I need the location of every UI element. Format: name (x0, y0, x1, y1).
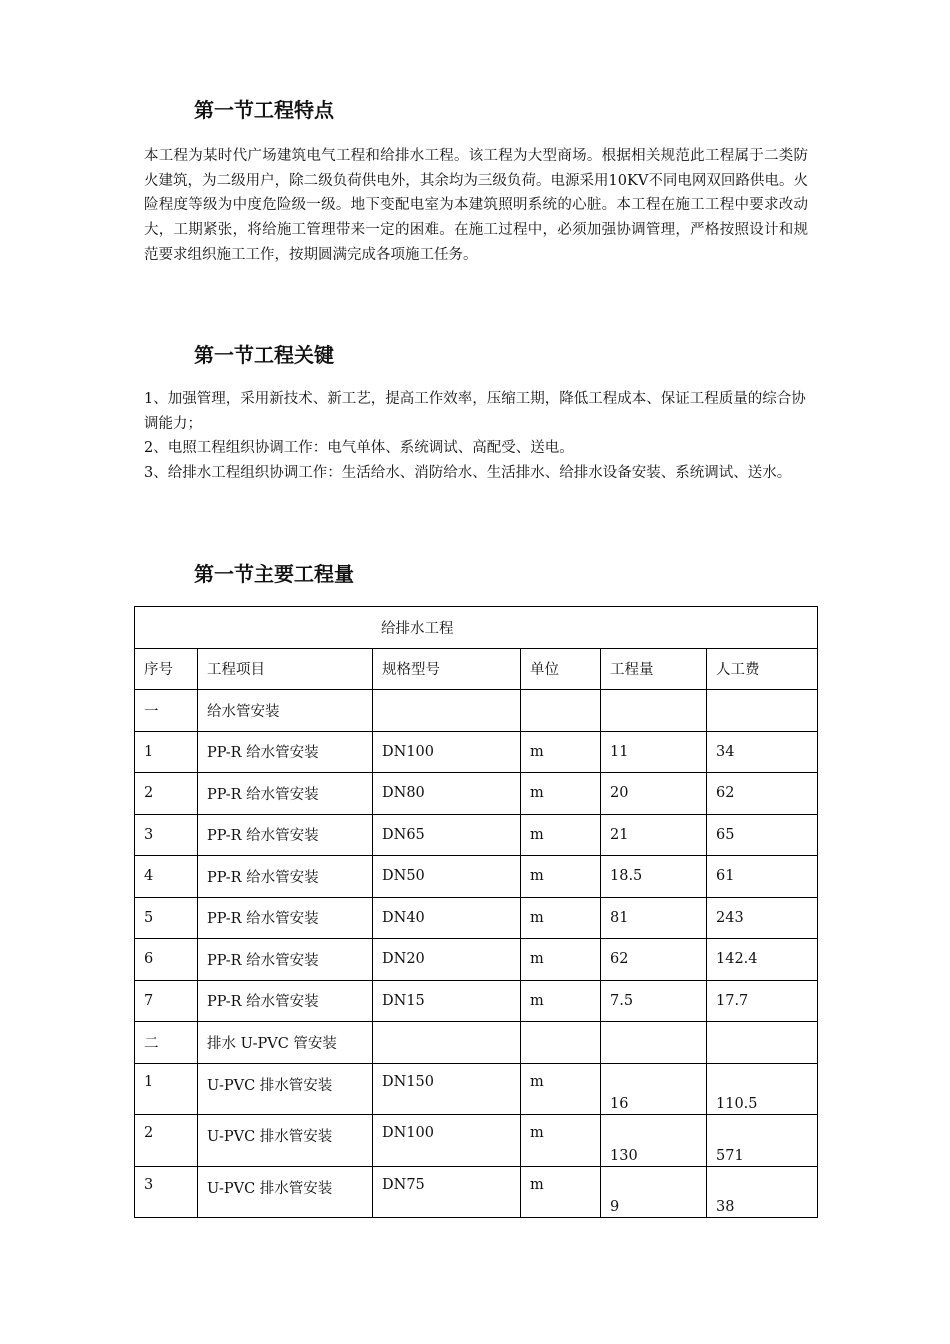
table-cell: m (521, 980, 601, 1022)
table-row (135, 1166, 818, 1218)
table-row (135, 814, 818, 856)
key-point-item: 3、给排水工程组织协调工作：生活给水、消防给水、生活排水、给排水设备安装、系统调试、送水。 (144, 465, 792, 482)
table-cell: 65 (707, 814, 818, 856)
table-cell: DN20 (373, 939, 521, 981)
table-cell: PP-R 给水管安装 (198, 814, 373, 856)
table-cell: PP-R 给水管安装 (198, 731, 373, 773)
table-cell: 二 (135, 1022, 198, 1064)
table-cell: 110.5 (707, 1063, 818, 1115)
table-cell: 142.4 (707, 939, 818, 981)
table-row (135, 939, 818, 981)
table-cell: 7.5 (601, 980, 707, 1022)
table-row (135, 690, 818, 732)
table-cell: DN50 (373, 856, 521, 898)
table-cell: 4 (135, 856, 198, 898)
table-cell: 18.5 (601, 856, 707, 898)
table-cell: m (521, 1115, 601, 1167)
table-cell: 81 (601, 897, 707, 939)
table-cell: PP-R 给水管安装 (198, 773, 373, 815)
table-cell: 62 (707, 773, 818, 815)
table-cell: 61 (707, 856, 818, 898)
table-cell (707, 1022, 818, 1064)
table-cell: DN100 (373, 1115, 521, 1167)
header-cell: 序号 (135, 648, 198, 690)
table-cell: m (521, 773, 601, 815)
table-cell: DN15 (373, 980, 521, 1022)
table-cell: DN100 (373, 731, 521, 773)
table-cell (601, 1022, 707, 1064)
table-row (135, 980, 818, 1022)
table-cell: PP-R 给水管安装 (198, 939, 373, 981)
table-cell: m (521, 1166, 601, 1218)
table-cell: 5 (135, 897, 198, 939)
table-cell: m (521, 939, 601, 981)
header-cell: 单位 (521, 648, 601, 690)
table-cell: m (521, 856, 601, 898)
table-row (135, 1063, 818, 1115)
table-cell (601, 690, 707, 732)
table-cell: DN40 (373, 897, 521, 939)
table-cell: 3 (135, 814, 198, 856)
table-cell: 243 (707, 897, 818, 939)
table-cell: 16 (601, 1063, 707, 1115)
table-cell: U-PVC 排水管安装 (198, 1166, 373, 1218)
table-cell: 7 (135, 980, 198, 1022)
table-cell: 1 (135, 731, 198, 773)
table-cell: U-PVC 排水管安装 (198, 1115, 373, 1167)
table-cell: PP-R 给水管安装 (198, 856, 373, 898)
table-row (135, 897, 818, 939)
table-cell (521, 690, 601, 732)
section-heading-quantities: 第一节主要工程量 (194, 562, 354, 586)
table-cell: DN65 (373, 814, 521, 856)
table-cell: 给水管安装 (198, 690, 373, 732)
table-cell (707, 690, 818, 732)
table-cell: 571 (707, 1115, 818, 1167)
table-cell: DN75 (373, 1166, 521, 1218)
features-paragraph: 本工程为某时代广场建筑电气工程和给排水工程。该工程为大型商场。根据相关规范此工程属于二类防火建筑，为二级用户，除二级负荷供电外，其余均为三级负荷。电源采用10KV不同电网双回路供电。火险程度等级为中度危险级一级。地下变配电室为本建筑照明系统的心脏。本工程在施工工程中要求改动大，工期紧张，将给施工管理带来一定的困难。在施工过程中，必须加强协调管理，严格按照设计和规范要求组织施工工作，按期圆满完成各项施工任务。 (144, 148, 808, 263)
table-cell: 1 (135, 1063, 198, 1115)
table-cell (521, 1022, 601, 1064)
key-point-item: 2、电照工程组织协调工作：电气单体、系统调试、高配受、送电。 (144, 440, 574, 457)
table-cell: m (521, 1063, 601, 1115)
quantities-table (134, 606, 818, 1218)
table-cell (373, 690, 521, 732)
header-cell: 工程项目 (198, 648, 373, 690)
table-row (135, 731, 818, 773)
table-cell: 20 (601, 773, 707, 815)
table-cell: U-PVC 排水管安装 (198, 1063, 373, 1115)
table-cell: 3 (135, 1166, 198, 1218)
table-header-row (135, 648, 818, 690)
table-cell: 2 (135, 773, 198, 815)
table-cell: 17.7 (707, 980, 818, 1022)
table-cell: 130 (601, 1115, 707, 1167)
table-cell: PP-R 给水管安装 (198, 980, 373, 1022)
table-cell: 62 (601, 939, 707, 981)
table-cell: 排水 U-PVC 管安装 (198, 1022, 373, 1064)
table-cell: m (521, 731, 601, 773)
table-cell: m (521, 814, 601, 856)
header-cell: 人工费 (707, 648, 818, 690)
table-title: 给排水工程 (135, 607, 818, 649)
table-row (135, 773, 818, 815)
table-row (135, 1115, 818, 1167)
table-cell: 11 (601, 731, 707, 773)
header-cell: 规格型号 (373, 648, 521, 690)
key-point-item: 1、加强管理，采用新技术、新工艺，提高工作效率，压缩工期，降低工程成本、保证工程质量的综合协调能力； (144, 391, 806, 432)
section-heading-key-points: 第一节工程关键 (194, 343, 334, 367)
table-cell: m (521, 897, 601, 939)
table-cell: 9 (601, 1166, 707, 1218)
table-cell: 38 (707, 1166, 818, 1218)
header-cell: 工程量 (601, 648, 707, 690)
table-row (135, 1022, 818, 1064)
key-points-list (144, 387, 808, 486)
table-cell: 2 (135, 1115, 198, 1167)
table-row (135, 856, 818, 898)
table-cell: 6 (135, 939, 198, 981)
table-title-row (135, 607, 818, 649)
table-cell: DN150 (373, 1063, 521, 1115)
table-cell: 21 (601, 814, 707, 856)
table-cell: DN80 (373, 773, 521, 815)
table-cell (373, 1022, 521, 1064)
table-cell: PP-R 给水管安装 (198, 897, 373, 939)
section-heading-features: 第一节工程特点 (194, 98, 334, 122)
table-cell: 一 (135, 690, 198, 732)
table-cell: 34 (707, 731, 818, 773)
